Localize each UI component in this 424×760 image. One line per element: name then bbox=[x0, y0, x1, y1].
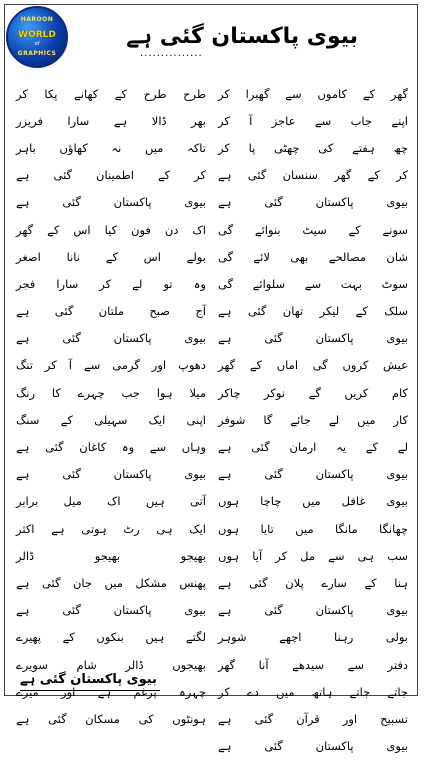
poem-line-left: بیوی پاکستان گئی ہے bbox=[16, 467, 206, 482]
poem-line-left: آج صبح ملتان گئی ہے bbox=[16, 304, 206, 319]
poem-line-left: بیوی پاکستان گئی ہے bbox=[16, 603, 206, 618]
logo-of-text: of bbox=[34, 41, 40, 47]
poem-line-row bbox=[10, 733, 414, 760]
poem-line-right: سوٹ بہت سے سلوائے گی bbox=[218, 276, 408, 291]
poem-line-row bbox=[10, 189, 414, 216]
poem-line-row bbox=[10, 162, 414, 189]
poem-line-left: پھنس مشکل میں جان گئی ہے bbox=[16, 575, 206, 590]
poem-line-left: چہرہ پرغم ہے اور میرے bbox=[16, 684, 206, 699]
poem-line-left: میلا ہوا جب چہرے کا رنگ bbox=[16, 385, 206, 400]
poem-line-left: بھیجو بھیجو ڈالر bbox=[16, 548, 206, 563]
poem-line-right: کار میں لے جائے گا شوفر bbox=[218, 412, 408, 427]
poem-line-right: بیوی پاکستان گئی ہے bbox=[218, 331, 408, 346]
poem-line-right: عیش کروں گی اماں کے گھر bbox=[218, 358, 408, 373]
poem-line-right: بیوی غافل میں چاچا ہوں bbox=[218, 494, 408, 509]
poem-line-left: بیوی پاکستان گئی ہے bbox=[16, 331, 206, 346]
poem-line-right: بیوی پاکستان گئی ہے bbox=[218, 467, 408, 482]
footer-underline bbox=[20, 690, 160, 691]
title-dots: ............... bbox=[140, 48, 203, 59]
poem-line-row bbox=[10, 325, 414, 352]
poem-line-left: اپنی ایک سہیلی کے سنگ bbox=[16, 412, 206, 427]
logo-top-text: HAROON bbox=[20, 16, 54, 23]
poem-line-right: سونے کے سیٹ بنوائے گی bbox=[218, 222, 408, 237]
poem-line-row bbox=[10, 298, 414, 325]
poem-line-right: چھانگا مانگا میں تایا ہوں bbox=[218, 521, 408, 536]
poem-line-row bbox=[10, 542, 414, 569]
title-bar bbox=[78, 8, 418, 64]
haroon-world-of-graphics-logo bbox=[6, 6, 68, 68]
poem-line-left: کر کے اطمینان گئی ہے bbox=[16, 168, 206, 183]
poem-line-row bbox=[10, 597, 414, 624]
poem-line-left: وہاں سے وہ کاغان گئی ہے bbox=[16, 440, 206, 455]
poem-line-row bbox=[10, 243, 414, 270]
poem-line-right: اپنے جاب سے عاجز آ کر bbox=[218, 113, 408, 128]
poem-line-row bbox=[10, 569, 414, 596]
poem-line-right: بیوی پاکستان گئی ہے bbox=[218, 739, 408, 754]
poem-line-row bbox=[10, 270, 414, 297]
poem-line-row bbox=[10, 107, 414, 134]
poem-line-row bbox=[10, 461, 414, 488]
poem-line-row bbox=[10, 406, 414, 433]
poem-line-left: آتی ہیں اک میل برابر bbox=[16, 494, 206, 509]
poem-line-row bbox=[10, 379, 414, 406]
poem-line-row bbox=[10, 515, 414, 542]
poem-line-right: بولی رہنا اچھے شوہر bbox=[218, 630, 408, 645]
poem-line-right: دفتر سے سیدھے آنا گھر bbox=[218, 657, 408, 672]
poem-line-left: بھر ڈالا ہے سارا فریزر bbox=[16, 113, 206, 128]
poem-line-right: کام کریں گے نوکر چاکر bbox=[218, 385, 408, 400]
poem-line-row bbox=[10, 433, 414, 460]
poem-line-right: تسبیح اور قرآن گئی ہے bbox=[218, 711, 408, 726]
page-title: بیوی پاکستان گئی ہے bbox=[126, 23, 358, 49]
header bbox=[0, 0, 424, 72]
poem-line-right: جاتے جاتے ہاتھ میں دے کر bbox=[218, 684, 408, 699]
poem-line-row bbox=[10, 352, 414, 379]
poem-line-row bbox=[10, 705, 414, 732]
poem-line-left: بولے اس کے نانا اصغر bbox=[16, 249, 206, 264]
poem-line-left: تاکہ میں نہ کھاؤں باہر bbox=[16, 140, 206, 155]
poem-line-right: کر کے گھر سنسان گئی ہے bbox=[218, 168, 408, 183]
poem-line-left: اک دن فون کیا اس کے گھر bbox=[16, 222, 206, 237]
poem-line-right: لے کے یہ ارمان گئی ہے bbox=[218, 440, 408, 455]
poem-line-right: سب ہی سے مل کر آیا ہوں bbox=[218, 548, 408, 563]
poem-body bbox=[10, 80, 414, 754]
footer-title: بیوی پاکستان گئی ہے bbox=[20, 672, 157, 687]
poem-line-right: شان مصالحے بھی لائے گی bbox=[218, 249, 408, 264]
logo-mid-text: WORLD bbox=[18, 30, 56, 40]
poem-line-left: ایک ہی رٹ ہوتی ہے اکثر bbox=[16, 521, 206, 536]
poem-line-left: بھیجوں ڈالر شام سویرے bbox=[16, 657, 206, 672]
poem-line-right: بیوی پاکستان گئی ہے bbox=[218, 195, 408, 210]
poem-line-right: سلک کے لیکر تھان گئی ہے bbox=[218, 304, 408, 319]
poem-line-left: وہ تو لے کر سارا فجر bbox=[16, 276, 206, 291]
poem-line-left: لگتے ہیں بنکوں کے پھیرے bbox=[16, 630, 206, 645]
poem-line-row bbox=[10, 216, 414, 243]
poem-line-right: بیوی پاکستان گئی ہے bbox=[218, 603, 408, 618]
logo-bottom-text: GRAPHICS bbox=[17, 50, 57, 57]
poem-line-left: بیوی پاکستان گئی ہے bbox=[16, 195, 206, 210]
poem-line-left: ہونٹوں کی مسکان گئی ہے bbox=[16, 711, 206, 726]
poem-line-row bbox=[10, 624, 414, 651]
poem-line-left: طرح طرح کے کھانے پکا کر bbox=[16, 86, 206, 101]
poem-line-right: ہنا کے سارے پلان گئی ہے bbox=[218, 575, 408, 590]
poem-line-right: چھ ہفتے کی چھٹی پا کر bbox=[218, 140, 408, 155]
poem-line-row bbox=[10, 80, 414, 107]
poem-line-row bbox=[10, 134, 414, 161]
poem-line-left: دھوپ اور گرمی سے آ کر تنگ bbox=[16, 358, 206, 373]
poem-line-row bbox=[10, 488, 414, 515]
poem-line-right: گھر کے کاموں سے گھبرا کر bbox=[218, 86, 408, 101]
